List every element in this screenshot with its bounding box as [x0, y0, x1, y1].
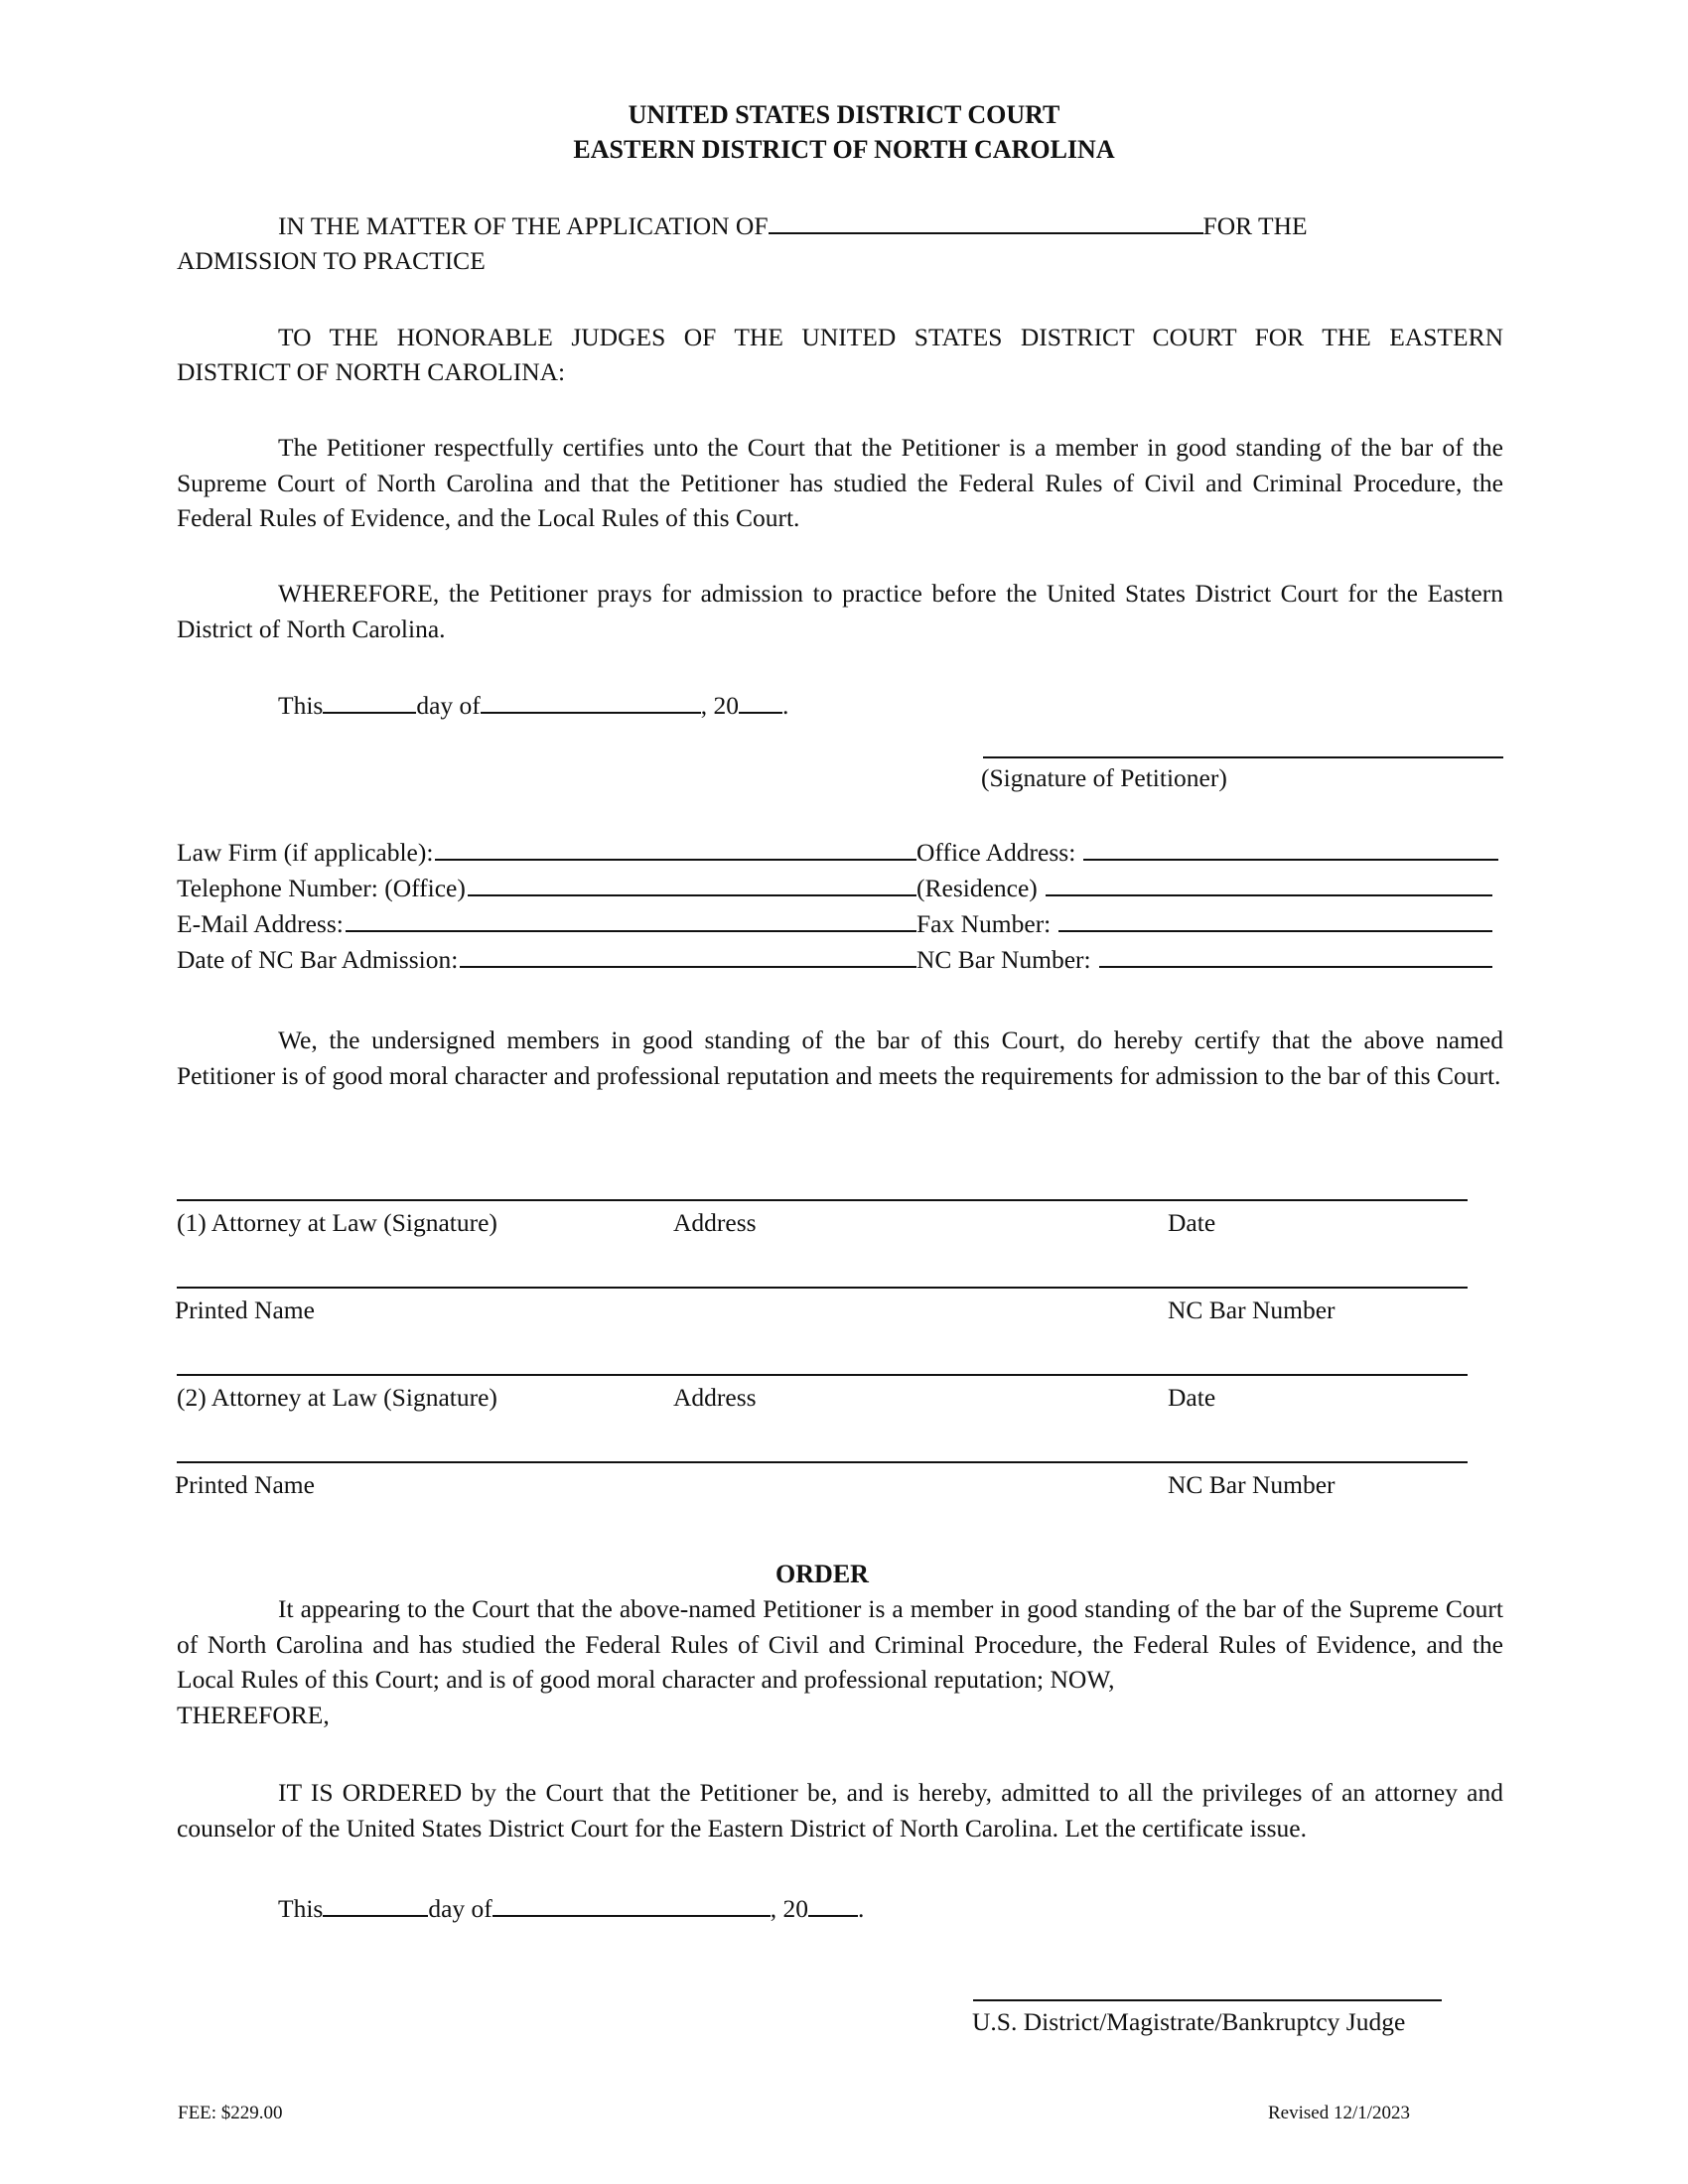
matter-suffix: FOR THE [1202, 211, 1308, 240]
sponsor-1-signature-label: (1) Attorney at Law (Signature) [177, 1208, 497, 1237]
month-field[interactable] [481, 688, 701, 714]
year-field[interactable] [739, 688, 782, 714]
fee-text: FEE: $229.00 [178, 2103, 283, 2123]
revised-date: Revised 12/1/2023 [1268, 2103, 1411, 2123]
office-address-field[interactable]: Office Address: [916, 836, 1498, 870]
office-address-line[interactable] [1083, 837, 1498, 861]
residence-line[interactable] [1046, 873, 1492, 896]
sponsor-2-date-label: Date [1168, 1383, 1216, 1412]
order-paragraph-2: IT IS ORDERED by the Court that the Petitioner be, and is hereby, admitted to all the privileges of an attorney and counselor of the United States District Court for the Eastern District of North Carolina. Let the certificate issue. [177, 1778, 1503, 1843]
sponsor-2-address-label: Address [673, 1383, 757, 1412]
date-line-petition: This day of , 20 . [278, 688, 788, 723]
order-therefore: THEREFORE, [177, 1701, 330, 1729]
matter-line [278, 208, 1308, 243]
order-day-field[interactable] [323, 1891, 428, 1917]
applicant-name-field[interactable] [769, 208, 1203, 234]
judge-signature-line[interactable] [973, 1999, 1442, 2001]
wherefore-paragraph: WHEREFORE, the Petitioner prays for admission to practice before the United States District Court for the Eastern District of North Carolina. [177, 579, 1503, 643]
fax-field[interactable]: Fax Number: [916, 907, 1492, 941]
sponsor-2-signature-line[interactable] [177, 1374, 1468, 1376]
bar-number-field[interactable]: NC Bar Number: [916, 943, 1492, 977]
order-month-field[interactable] [492, 1891, 771, 1917]
telephone-line[interactable] [468, 873, 916, 896]
district-name: EASTERN DISTRICT OF NORTH CAROLINA [573, 135, 1115, 164]
law-firm-line[interactable] [435, 837, 916, 861]
bar-number-line[interactable] [1099, 944, 1492, 968]
matter-line-2: ADMISSION TO PRACTICE [177, 246, 486, 275]
matter-prefix: IN THE MATTER OF THE APPLICATION OF [278, 211, 769, 240]
sponsor-2-bar-number-label: NC Bar Number [1168, 1470, 1336, 1499]
email-line[interactable] [346, 908, 916, 932]
sponsor-1-address-label: Address [673, 1208, 757, 1237]
day-field[interactable] [323, 688, 416, 714]
sponsor-2-signature-label: (2) Attorney at Law (Signature) [177, 1383, 497, 1412]
sponsor-1-signature-line[interactable] [177, 1199, 1468, 1201]
fax-line[interactable] [1058, 908, 1492, 932]
sponsor-paragraph: We, the undersigned members in good standing of the bar of this Court, do hereby certify that the above named Petitioner is of good moral character and professional reputation and meets the requirements for admission to the bar of this Court. [177, 1025, 1503, 1090]
address-line-2: DISTRICT OF NORTH CAROLINA: [177, 357, 566, 386]
petitioner-signature-label: (Signature of Petitioner) [981, 763, 1227, 792]
court-name: UNITED STATES DISTRICT COURT [628, 100, 1060, 129]
sponsor-2-printed-name-label: Printed Name [175, 1470, 315, 1499]
sponsor-2-printed-name-line[interactable] [177, 1461, 1468, 1463]
sponsor-1-date-label: Date [1168, 1208, 1216, 1237]
sponsor-1-printed-name-label: Printed Name [175, 1296, 315, 1324]
email-field[interactable]: E-Mail Address: [177, 907, 916, 941]
order-title: ORDER [775, 1560, 869, 1588]
judge-signature-label: U.S. District/Magistrate/Bankruptcy Judge [972, 2007, 1406, 2036]
bar-admission-date-line[interactable] [460, 944, 916, 968]
sponsor-1-bar-number-label: NC Bar Number [1168, 1296, 1336, 1324]
bar-admission-date-field[interactable]: Date of NC Bar Admission: [177, 943, 916, 977]
law-firm-field[interactable]: Law Firm (if applicable): [177, 836, 916, 870]
address-line-1: TO THE HONORABLE JUDGES OF THE UNITED STATES DISTRICT COURT FOR THE EASTERN [278, 323, 1503, 351]
sponsor-1-printed-name-line[interactable] [177, 1287, 1468, 1289]
telephone-field[interactable]: Telephone Number: (Office) [177, 872, 916, 905]
date-line-order: This day of , 20 . [278, 1891, 864, 1926]
residence-field[interactable]: (Residence) [916, 872, 1492, 905]
order-paragraph-1: It appearing to the Court that the above-named Petitioner is a member in good standing of the bar of the Supreme Court of North Carolina and has studied the Federal Rules of Civil and Criminal Procedure, the Federal Rules of Evidence, and the Local Rules of this Court; and is of good moral character and professional reputation; NOW, [177, 1594, 1503, 1694]
petitioner-signature-line[interactable] [983, 756, 1503, 758]
certify-paragraph: The Petitioner respectfully certifies unto the Court that the Petitioner is a member in good standing of the bar of the Supreme Court of North Carolina and that the Petitioner has studied the Federal Rules of Civil and Criminal Procedure, the Federal Rules of Evidence, and the Local Rules of this Court. [177, 433, 1503, 532]
order-year-field[interactable] [808, 1891, 858, 1917]
